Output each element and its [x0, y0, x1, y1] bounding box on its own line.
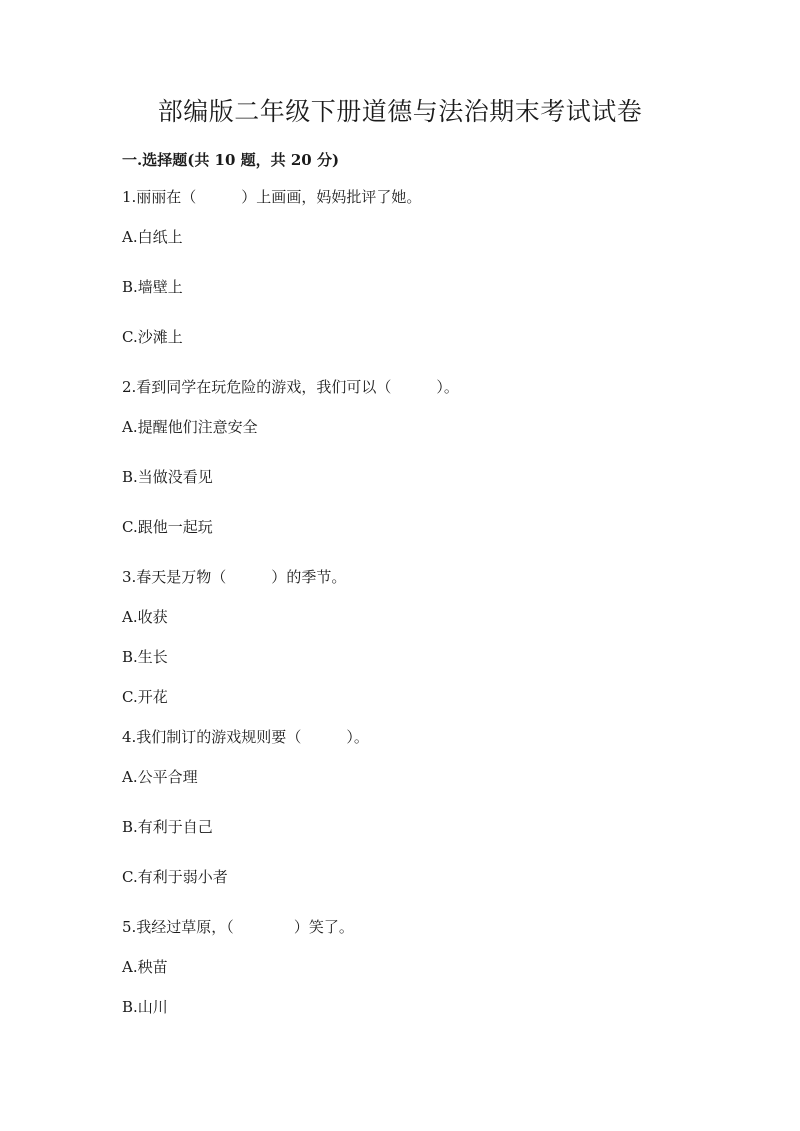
question-2-option-a[interactable]: A.提醒他们注意安全	[122, 418, 258, 436]
question-2-option-c[interactable]: C.跟他一起玩	[122, 518, 213, 536]
question-3-option-c[interactable]: C.开花	[122, 688, 168, 706]
question-1-option-c[interactable]: C.沙滩上	[122, 328, 183, 346]
question-5-option-b[interactable]: B.山川	[122, 998, 168, 1016]
question-1-stem: 1.丽丽在（ ）上画画，妈妈批评了她。	[122, 188, 422, 206]
question-5-stem: 5.我经过草原，（ ）笑了。	[122, 918, 354, 936]
page-title: 部编版二年级下册道德与法治期末考试试卷	[157, 97, 643, 126]
question-2-stem: 2.看到同学在玩危险的游戏，我们可以（ ）。	[122, 378, 459, 396]
question-4-option-c[interactable]: C.有利于弱小者	[122, 868, 228, 886]
question-1-option-b[interactable]: B.墙壁上	[122, 278, 183, 296]
question-3-option-a[interactable]: A.收获	[122, 608, 168, 626]
question-3-stem: 3.春天是万物（ ）的季节。	[122, 568, 347, 586]
question-4-option-b[interactable]: B.有利于自己	[122, 818, 213, 836]
question-4-stem: 4.我们制订的游戏规则要（ ）。	[122, 728, 369, 746]
question-1-option-a[interactable]: A.白纸上	[122, 228, 183, 246]
question-2-option-b[interactable]: B.当做没看见	[122, 468, 213, 486]
question-3-option-b[interactable]: B.生长	[122, 648, 168, 666]
section-heading: 一.选择题(共 10 题，共 20 分)	[122, 151, 340, 169]
question-4-option-a[interactable]: A.公平合理	[122, 768, 198, 786]
question-5-option-a[interactable]: A.秧苗	[122, 958, 168, 976]
